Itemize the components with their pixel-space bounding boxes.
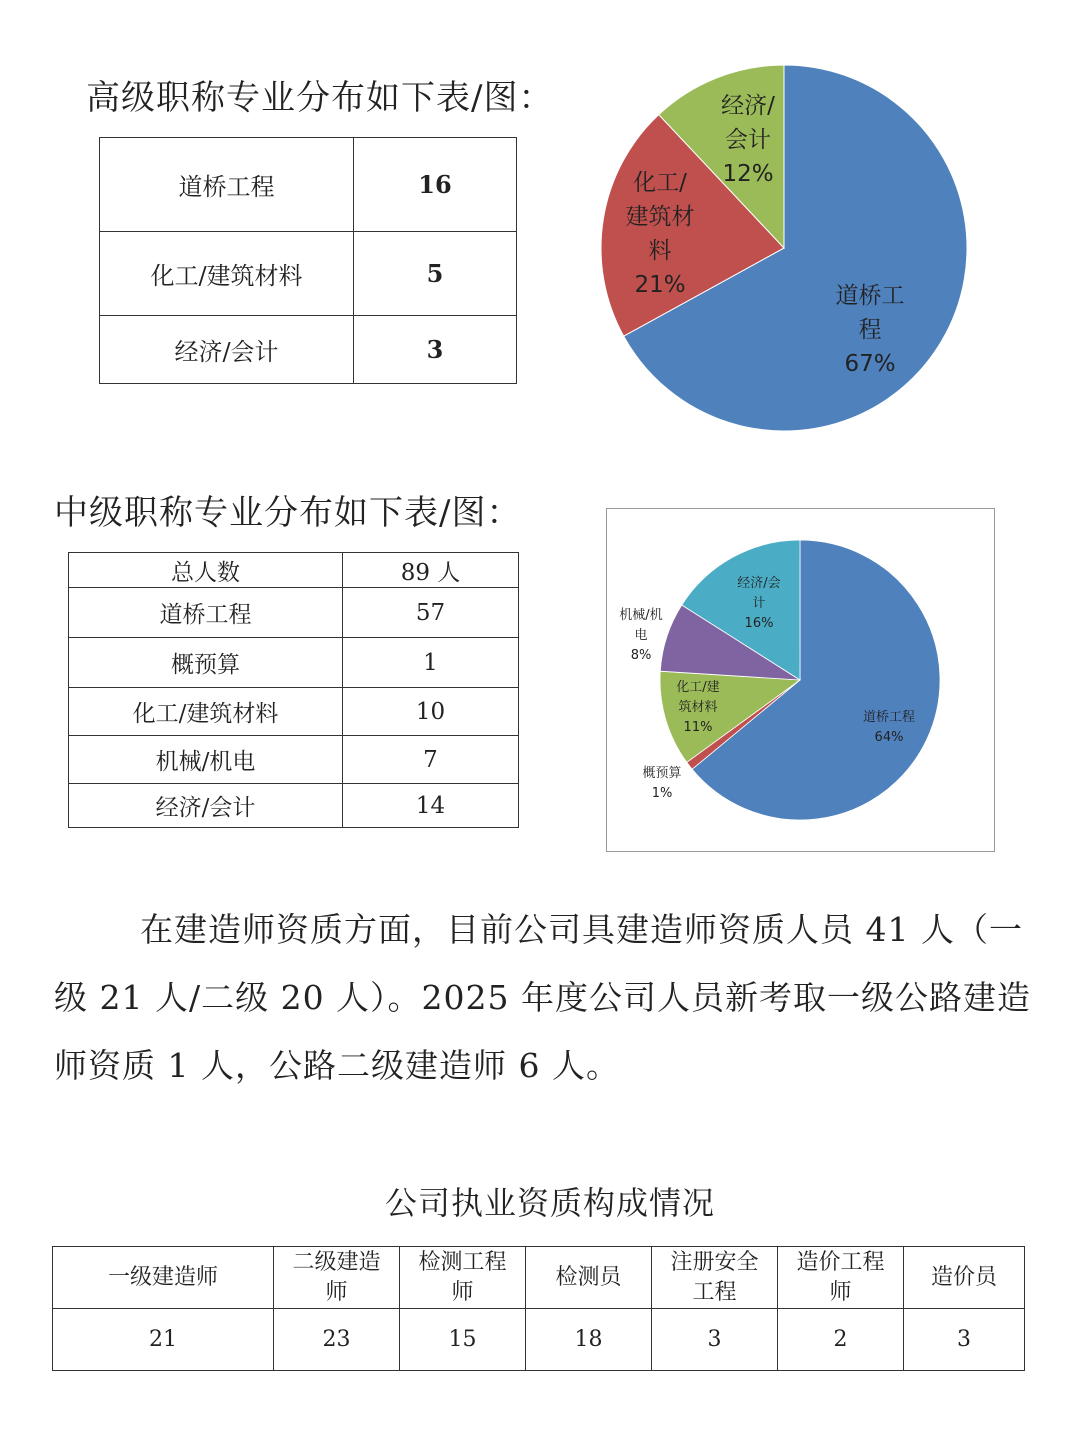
intermediate-label: 道桥工程: [69, 588, 343, 638]
senior-label: 化工/建筑材料: [100, 232, 354, 316]
header-line: 检测工程: [418, 1249, 507, 1275]
paragraph-line: 级 21 人/二级 20 人）。2025 年度公司人员新考取一级公路建造: [54, 978, 1032, 1017]
intermediate-value: 10: [343, 688, 519, 736]
qualification-caption: 公司执业资质构成情况: [384, 1184, 715, 1222]
paragraph-line: 在建造师资质方面，目前公司具建造师资质人员 41 人（一: [140, 910, 1023, 949]
header-line: 师: [829, 1279, 852, 1305]
qualification-header: [53, 1247, 274, 1309]
senior-value: 16: [354, 138, 517, 232]
table-row: [69, 688, 519, 736]
table-row: [69, 588, 519, 638]
qualification-value: 2: [778, 1309, 904, 1371]
pie-data-label: 经济/会计 12%: [721, 93, 775, 187]
qualification-value: 3: [652, 1309, 778, 1371]
intermediate-label: 总人数: [69, 553, 343, 588]
table-row: [100, 316, 517, 384]
intermediate-label: 化工/建筑材料: [69, 688, 343, 736]
intermediate-chart-frame: [606, 508, 995, 852]
intermediate-label: 机械/机电: [69, 736, 343, 784]
pie-data-label: 机械/机电 8%: [619, 608, 663, 663]
table-row: [69, 553, 519, 588]
qualification-header: [904, 1247, 1025, 1309]
table-row: [53, 1309, 1025, 1371]
senior-pie-chart: [590, 55, 990, 445]
qualification-header: [526, 1247, 652, 1309]
table-row: [53, 1247, 1025, 1309]
table-row: [69, 736, 519, 784]
intermediate-heading: 中级职称专业分布如下表/图：: [54, 493, 522, 533]
table-row: [69, 784, 519, 828]
table-row: [100, 138, 517, 232]
senior-label: 经济/会计: [100, 316, 354, 384]
intermediate-value: 14: [343, 784, 519, 828]
qualification-header: [652, 1247, 778, 1309]
table-row: [69, 638, 519, 688]
intermediate-label: 概预算: [69, 638, 343, 688]
intermediate-value: 7: [343, 736, 519, 784]
intermediate-value: 1: [343, 638, 519, 688]
qualification-header: [778, 1247, 904, 1309]
pie-data-label: 概预算 1%: [642, 766, 682, 801]
header-line: 一级建造师: [107, 1264, 218, 1290]
senior-heading: 高级职称专业分布如下表/图：: [86, 78, 554, 118]
qualification-value: 18: [526, 1309, 652, 1371]
pie-data-label: 道桥工程 67%: [835, 283, 905, 377]
header-line: 二级建造: [292, 1249, 381, 1275]
table-row: [100, 232, 517, 316]
qualification-value: 15: [400, 1309, 526, 1371]
header-line: 造价工程: [796, 1249, 885, 1275]
intermediate-pie-chart: [607, 509, 994, 851]
header-line: 检测员: [555, 1264, 622, 1290]
pie-data-label: 经济/会计 16%: [737, 576, 781, 631]
qualification-header: [274, 1247, 400, 1309]
qualification-value: 3: [904, 1309, 1025, 1371]
senior-table: [99, 137, 517, 384]
qualification-value: 21: [53, 1309, 274, 1371]
pie-data-label: 化工/建筑材料 21%: [625, 170, 695, 298]
intermediate-table: [68, 552, 519, 828]
intermediate-value: 57: [343, 588, 519, 638]
qualification-value: 23: [274, 1309, 400, 1371]
intermediate-value: 89 人: [343, 553, 519, 588]
intermediate-label: 经济/会计: [69, 784, 343, 828]
pie-data-label: 道桥工程 64%: [862, 710, 916, 745]
qualification-paragraph: [54, 896, 1034, 1100]
senior-label: 道桥工程: [100, 138, 354, 232]
header-line: 工程: [692, 1279, 737, 1305]
senior-value: 3: [354, 316, 517, 384]
pie-data-label: 化工/建筑材料 11%: [676, 680, 720, 735]
senior-value: 5: [354, 232, 517, 316]
qualification-header: [400, 1247, 526, 1309]
header-line: 造价员: [930, 1264, 997, 1290]
paragraph-line: 师资质 1 人，公路二级建造师 6 人。: [54, 1046, 620, 1085]
header-line: 师: [325, 1279, 348, 1305]
header-line: 注册安全: [670, 1249, 759, 1275]
header-line: 师: [451, 1279, 474, 1305]
qualification-table: [52, 1246, 1025, 1371]
